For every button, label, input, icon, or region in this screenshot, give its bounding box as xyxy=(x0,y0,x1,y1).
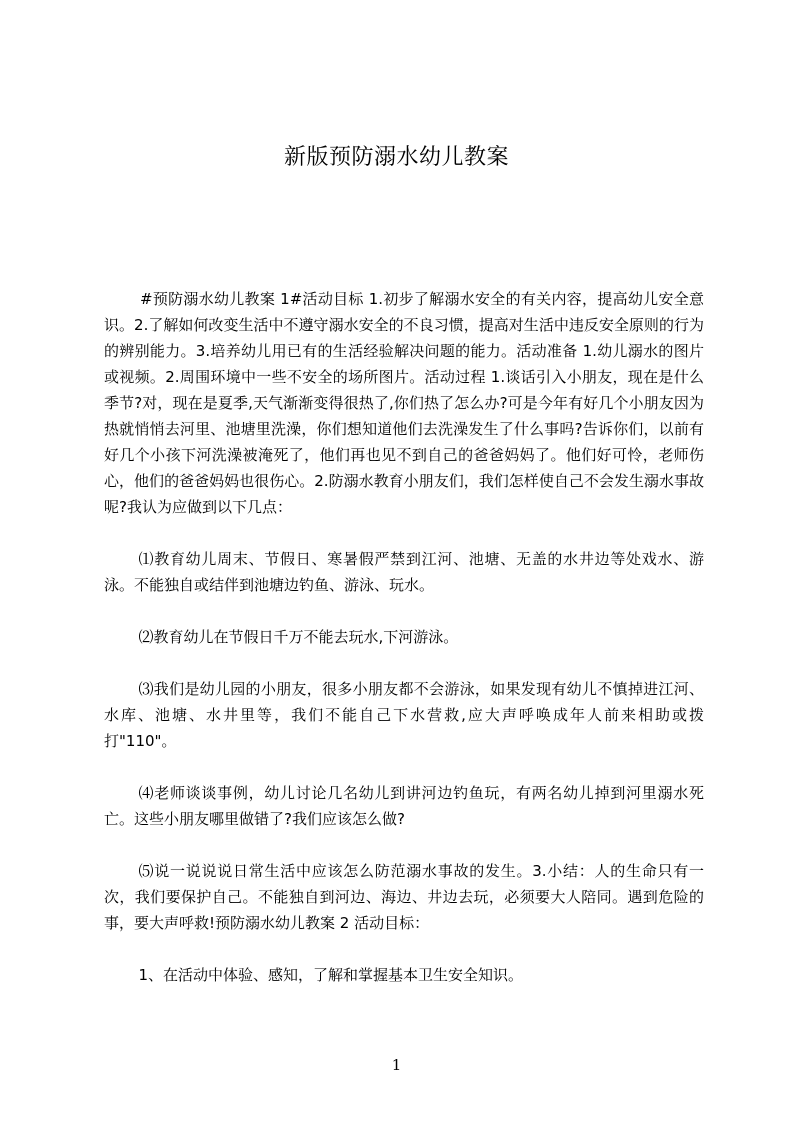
document-body xyxy=(104,286,704,988)
paragraph-point-3: ⑶我们是幼儿园的小朋友，很多小朋友都不会游泳，如果发现有幼儿不慎掉进江河、水库、池塘、水井里等，我们不能自己下水营救,应大声呼唤成年人前来相助或拨打"110"。 xyxy=(104,680,704,750)
paragraph-point-4: ⑷老师谈谈事例，幼儿讨论几名幼儿到讲河边钓鱼玩，有两名幼儿掉到河里溺水死亡。这些小朋友哪里做错了?我们应该怎么做? xyxy=(104,784,704,828)
paragraph-objective-1: 1、在活动中体验、感知，了解和掌握基本卫生安全知识。 xyxy=(138,966,524,984)
paragraph-gap xyxy=(104,520,704,546)
paragraph-gap xyxy=(104,832,704,858)
paragraph-intro: #预防溺水幼儿教案 1#活动目标 1.初步了解溺水安全的有关内容，提高幼儿安全意识。2.了解如何改变生活中不遵守溺水安全的不良习惯，提高对生活中违反安全原则的行为的辨别能力。3.培养幼儿用已有的生活经验解决问题的能力。活动准备 1.幼儿溺水的图片或视频。2.周围环境中一些不安全的场所图片。活动过程 1.谈话引入小朋友，现在是什么季节?对，现在是夏季,天气渐渐变得很热了,你们热了怎么办?可是今年有好几个小朋友因为热就悄悄去河里、池塘里洗澡，你们想知道他们去洗澡发生了什么事吗?告诉你们，以前有好几个小孩下河洗澡被淹死了，他们再也见不到自己的爸爸妈妈了。他们好可怜，老师伤心，他们的爸爸妈妈也很伤心。2.防溺水教育小朋友们，我们怎样使自己不会发生溺水事故呢?我认为应做到以下几点： xyxy=(104,290,704,516)
page-number: 1 xyxy=(391,1056,402,1074)
paragraph-point-1: ⑴教育幼儿周末、节假日、寒暑假严禁到江河、池塘、无盖的水井边等处戏水、游泳。不能独自或结伴到池塘边钓鱼、游泳、玩水。 xyxy=(104,550,704,594)
document-title: 新版预防溺水幼儿教案 xyxy=(283,145,509,170)
paragraph-gap xyxy=(104,754,704,780)
paragraph-gap xyxy=(104,936,704,962)
paragraph-point-5: ⑸说一说说说日常生活中应该怎么防范溺水事故的发生。3.小结：人的生命只有一次，我们要保护自己。不能独自到河边、海边、井边去玩，必须要大人陪同。遇到危险的事，要大声呼救!预防溺水幼儿教案 2 活动目标： xyxy=(104,862,704,932)
paragraph-point-2: ⑵教育幼儿在节假日千万不能去玩水,下河游泳。 xyxy=(138,628,459,646)
paragraph-gap xyxy=(104,598,704,624)
paragraph-gap xyxy=(104,650,704,676)
